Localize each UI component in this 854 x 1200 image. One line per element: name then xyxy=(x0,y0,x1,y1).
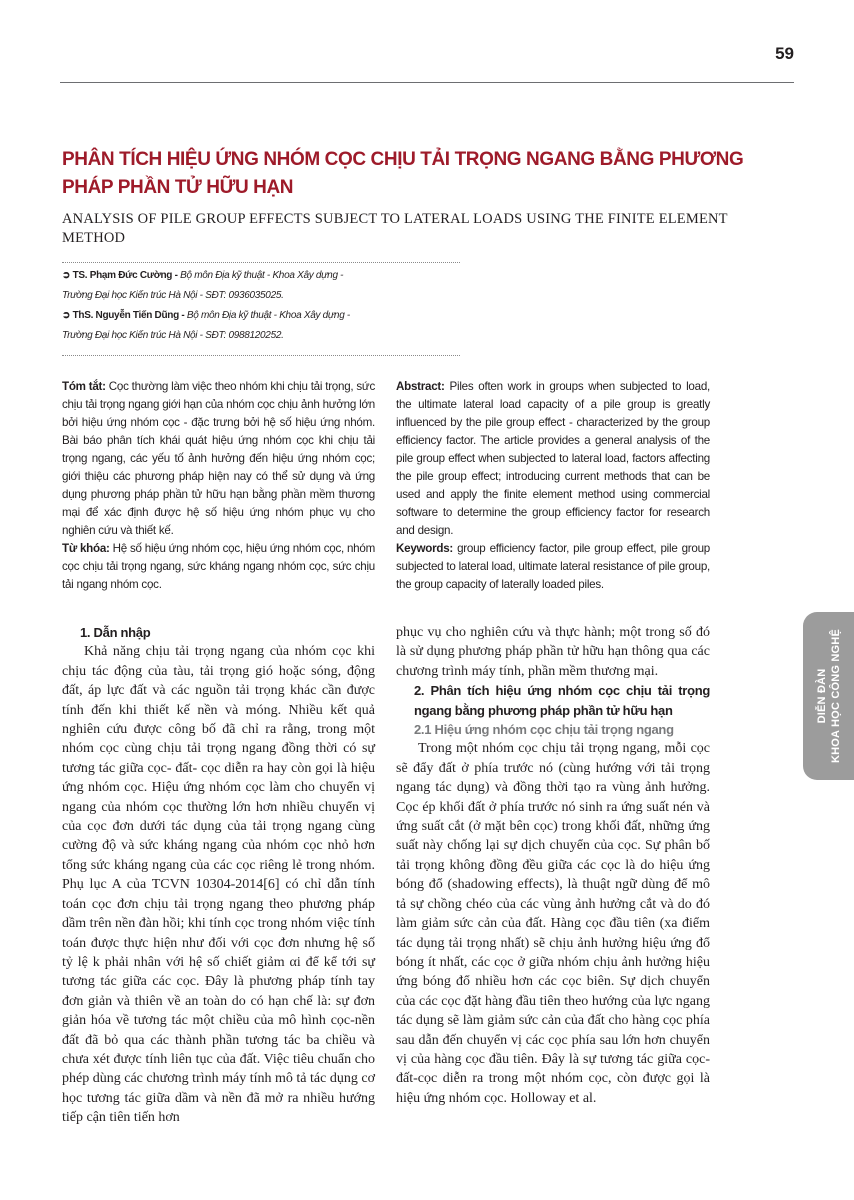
author-affiliation-cont: Trường Đại học Kiến trúc Hà Nội - SĐT: 0936035025. xyxy=(62,290,284,301)
abstract-vi xyxy=(62,378,375,594)
abstract-en-body xyxy=(396,378,710,540)
section-2-1-heading: 2.1 Hiệu ứng nhóm cọc chịu tải trọng ngang xyxy=(414,722,674,738)
body-column-left xyxy=(62,623,375,1128)
section-1-paragraph: Khả năng chịu tải trọng ngang của nhóm cọc khi chịu tác động của tàu, tải trọng gió hoặc sóng, động đất, áp lực đất và các nguồn tải trọng khác cần được tính đến khi thiết kế nền và móng. Nhiều kết quả nghiên cứu được công bố đã chỉ ra rằng, trong một nhóm cọc cùng chịu tải trọng ngang đồng thời có sự tương tác giữa cọc- đất- cọc diễn ra hay còn gọi là hiệu ứng nhóm cọc. Hiệu ứng nhóm cọc làm cho chuyển vị ngang của nhóm cọc thường lớn hơn nhiều chuyển vị của cọc đơn dưới tác dụng của tải trọng ngang cùng cường độ và sức kháng ngang của nhóm cọc nhỏ hơn tổng sức kháng ngang của các cọc riêng lẻ trong nhóm. Phụ lục A của TCVN 10304-2014[6] có chỉ dẫn tính toán cọc đơn chịu tải trọng ngang theo phương pháp dầm trên nền đàn hồi; khi tính cọc trong nhóm việc tính toán được thực hiện như đối với cọc đơn nhưng hệ số tỷ lệ k phải nhân với hệ số chiết giảm αi để kể tới sự tương tác giữa các cọc. Đây là phương pháp tính tay đơn giản và thiên về an toàn do có hạn chế là: sự đơn giản hóa về tương tác một chiều của mô hình cọc-nền đất đã bỏ qua các thành phần tương tác ba chiều và chưa xét được tính liên tục của đất. Việc tiêu chuẩn cho phép dùng các chương trình máy tính mô tả tác dụng cơ học tương tác giữa dầm và nền đã mở ra nhiều hướng tiếp cận tiên tiến hơn xyxy=(62,644,375,1126)
abstract-vi-body xyxy=(62,378,375,540)
arrow-icon: ➲ xyxy=(62,310,71,321)
section-tab-line-1: DIỄN ĐÀN xyxy=(815,668,828,724)
abstract-en-label: Abstract: xyxy=(396,380,445,393)
section-1-heading: 1. Dẫn nhập xyxy=(80,625,151,640)
section-2-1-paragraph: Trong một nhóm cọc chịu tải trọng ngang, mỗi cọc sẽ đẩy đất ở phía trước nó (cùng hướng với tải trọng ngang tác dụng) và đồng thời tạo ra vùng ảnh hưởng. Cọc ép khối đất ở phía trước nó sinh ra ứng suất nén và ứng suất cắt (ở mặt bên cọc) trong khối đất, những ứng suất này chống lại sự dịch chuyển của cọc. Sự phân bố tải trọng không đồng đều giữa các cọc là do hiệu ứng bóng đổ (shadowing effects), là thuật ngữ dùng để mô tả sự chồng chéo của các vùng ảnh hưởng cắt và do đó làm giảm sức cản của đất. Hàng cọc đầu tiên (xa điểm tác dụng tải trọng nhất) sẽ chịu ảnh hưởng hiệu ứng đổ bóng ít nhất, các cọc ở giữa nhóm chịu ảnh hưởng hiệu ứng bóng đổ nhiều hơn các cọc biên. Sự dịch chuyển của các cọc đặt hàng đầu tiên theo hướng của lực ngang tác dụng sẽ làm giảm sức cản của đất cho hàng cọc phía sau dẫn đến chuyển vị các cọc phía sau lớn hơn chuyển vị của hàng cọc đầu tiên. Đây là sự tương tác giữa cọc-đất-cọc diễn ra trong một nhóm cọc, còn được gọi là hiệu ứng nhóm cọc. Holloway et al. xyxy=(396,741,710,1106)
abstract-vi-label: Tóm tắt: xyxy=(62,380,106,393)
author-name: TS. Phạm Đức Cường - xyxy=(72,270,181,281)
author-top-divider xyxy=(62,262,460,263)
article-title-en: ANALYSIS OF PILE GROUP EFFECTS SUBJECT TO LATERAL LOADS USING THE FINITE ELEMENT METHOD xyxy=(62,211,728,246)
author-name: ThS. Nguyễn Tiến Dũng - xyxy=(72,310,187,321)
section-1-continuation: phục vụ cho nghiên cứu và thực hành; một trong số đó là sử dụng phương pháp phần tử hữu hạn thông qua các chương trình máy tính, phần mềm thương mại. xyxy=(396,625,710,679)
section-2-heading: 2. Phân tích hiệu ứng nhóm cọc chịu tải trọng ngang bằng phương pháp phần tử hữu hạn xyxy=(414,683,710,718)
author-affiliation: Bộ môn Địa kỹ thuật - Khoa Xây dựng - xyxy=(186,310,350,321)
abstract-en xyxy=(396,378,710,594)
abstract-en-text: Piles often work in groups when subjected to load, the ultimate lateral load capacity of a pile group is greatly influenced by the pile group effect - characterized by the group efficiency factor. The article provides a general analysis of the pile group effect when subjected to lateral load, factors affecting the pile group effect; introducing current methods that can be used and apply the finite element method using commercial software to determine the group efficiency factor for research and design. xyxy=(396,380,710,537)
keywords-vi-label: Từ khóa: xyxy=(62,542,110,555)
article-title-vi: PHÂN TÍCH HIỆU ỨNG NHÓM CỌC CHỊU TẢI TRỌNG NGANG BẰNG PHƯƠNG PHÁP PHẦN TỬ HỮU HẠN xyxy=(62,149,744,198)
abstract-vi-text: Cọc thường làm việc theo nhóm khi chịu tải trọng, sức chịu tải trọng ngang giới hạn của nhóm cọc chịu ảnh hưởng lớn bởi hiệu ứng nhóm cọc - đặc trưng bởi hệ số hiệu ứng nhóm. Bài báo phân tích khái quát hiệu ứng nhóm cọc khi chịu tải trọng ngang, các yếu tố ảnh hưởng đến hiệu ứng nhóm cọc; giới thiệu các phương pháp hiện nay có thể sử dụng và ứng dụng phương pháp phần tử hữu hạn bằng phần mềm thương mại để xác định được hệ số hiệu ứng nhóm phục vụ cho nghiên cứu và thiết kế. xyxy=(62,380,375,537)
author-block xyxy=(62,266,462,346)
keywords-vi xyxy=(62,540,375,594)
author-entry xyxy=(62,266,462,306)
section-tab-line-2: KHOA HỌC CÔNG NGHỆ xyxy=(829,629,842,763)
top-rule xyxy=(60,82,794,83)
section-tab-label xyxy=(815,629,843,763)
keywords-en-text: group efficiency factor, pile group effect, pile group subjected to lateral load, ultimate lateral resistance of pile group, the group capacity of laterally loaded piles. xyxy=(396,542,710,591)
page-number: 59 xyxy=(775,44,794,63)
arrow-icon: ➲ xyxy=(62,270,71,281)
journal-section-tab xyxy=(803,612,854,780)
keywords-en xyxy=(396,540,710,594)
author-entry xyxy=(62,306,462,346)
author-bottom-divider xyxy=(62,355,460,356)
author-affiliation: Bộ môn Địa kỹ thuật - Khoa Xây dựng - xyxy=(180,270,344,281)
author-affiliation-cont: Trường Đại học Kiến trúc Hà Nội - SĐT: 0988120252. xyxy=(62,330,284,341)
body-column-right xyxy=(396,623,710,1108)
keywords-vi-text: Hệ số hiệu ứng nhóm cọc, hiệu ứng nhóm cọc, nhóm cọc chịu tải trọng ngang, sức kháng ngang nhóm cọc, sức chịu tải ngang nhóm cọc. xyxy=(62,542,375,591)
keywords-en-label: Keywords: xyxy=(396,542,454,555)
